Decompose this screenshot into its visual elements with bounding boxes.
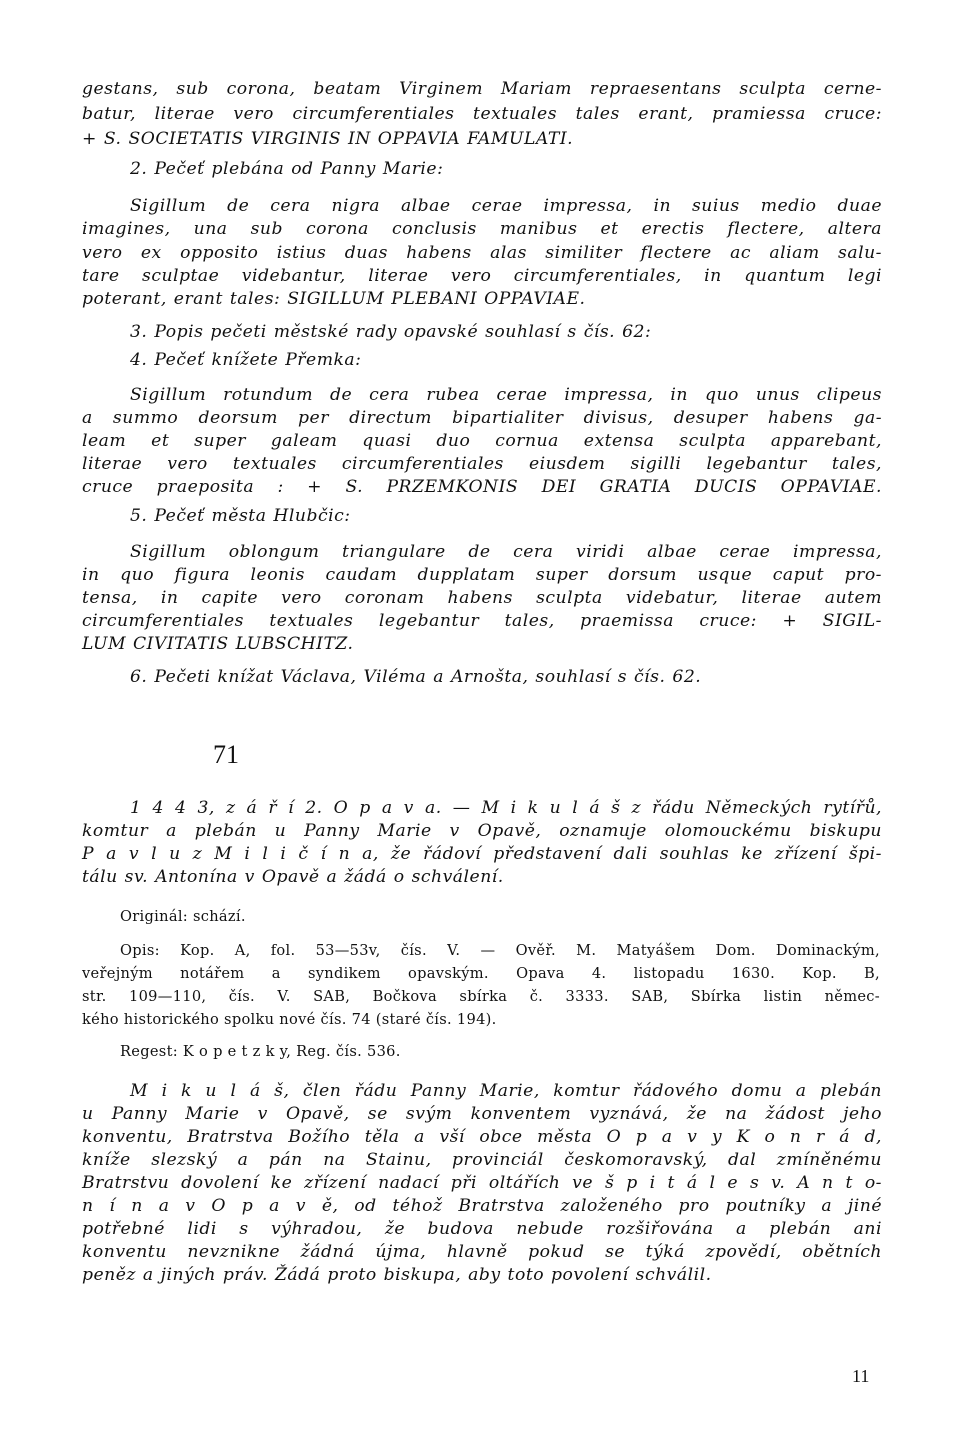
item-heading: 5. Pečeť města Hlubčic:: [130, 506, 351, 526]
document-number: 71: [213, 740, 239, 769]
copy-note-line: kého historického spolku nové čís. 74 (staré čís. 194).: [82, 1011, 497, 1028]
body-line: peněz a jiných práv. Žádá proto biskupa, aby toto povolení schválil.: [82, 1265, 712, 1285]
copy-note-line: veřejným notářem a syndikem opavským. Opava 4. listopadu 1630. Kop. B,: [82, 965, 880, 982]
text-line: gestans, sub corona, beatam Virginem Mariam repraesentans sculpta cerne-: [82, 79, 882, 99]
text-line: Sigillum de cera nigra albae cerae impressa, in suius medio duae: [130, 196, 882, 216]
body-line: Bratrstvu dovolení ke zřízení nadací při oltářích ve š p i t á l e s v. A n t o-: [82, 1173, 882, 1193]
text-line: imagines, una sub corona conclusis manibus et erectis flectere, altera: [82, 219, 882, 239]
text-line: literae vero textuales circumferentiales eiusdem sigilli legebantur tales,: [82, 454, 882, 474]
text-line: Sigillum oblongum triangulare de cera viridi albae cerae impressa,: [130, 542, 882, 562]
body-line: u Panny Marie v Opavě, se svým konventem vyznává, že na žádost jeho: [82, 1104, 882, 1124]
text-line: batur, literae vero circumferentiales textuales tales erant, pramiessa cruce:: [82, 104, 882, 124]
abstract-line: P a v l u z M i l i č í n a, že řádoví představení dali souhlas ke zřízení špi-: [82, 844, 882, 864]
regest-note: Regest: K o p e t z k y, Reg. čís. 536.: [120, 1043, 401, 1060]
copy-note-line: Opis: Kop. A, fol. 53—53v, čís. V. — Ověř. M. Matyášem Dom. Dominackým,: [120, 942, 880, 959]
body-line: konventu, Bratrstva Božího těla a vší obce města O p a v y K o n r á d,: [82, 1127, 882, 1147]
body-line: n í n a v O p a v ě, od téhož Bratrstva založeného pro poutníky a jiné: [82, 1196, 882, 1216]
body-line: M i k u l á š, člen řádu Panny Marie, komtur řádového domu a plebán: [130, 1081, 882, 1101]
text-line: cruce praeposita : + S. PRZEMKONIS DEI GRATIA DUCIS OPPAVIAE.: [82, 477, 882, 497]
abstract-line: tálu sv. Antonína v Opavě a žádá o schválení.: [82, 867, 504, 887]
body-line: kníže slezský a pán na Stainu, provinciál českomoravský, dal zmíněnému: [82, 1150, 882, 1170]
body-line: konventu nevznikne žádná újma, hlavně pokud se týká zpovědí, obětních: [82, 1242, 882, 1262]
text-line: tare sculptae videbantur, literae vero circumferentiales, in quantum legi: [82, 266, 882, 286]
abstract-line: komtur a plebán u Panny Marie v Opavě, oznamuje olomouckému biskupu: [82, 821, 882, 841]
text-line: a summo deorsum per directum bipartialiter divisus, desuper habens ga-: [82, 408, 882, 428]
text-line: + S. SOCIETATIS VIRGINIS IN OPPAVIA FAMULATI.: [82, 129, 574, 149]
text-line: Sigillum rotundum de cera rubea cerae impressa, in quo unus clipeus: [130, 385, 882, 405]
text-line: circumferentiales textuales legebantur tales, praemissa cruce: + SIGIL-: [82, 611, 882, 631]
item-heading: 2. Pečeť plebána od Panny Marie:: [130, 159, 444, 179]
item-heading: 4. Pečeť knížete Přemka:: [130, 350, 362, 370]
text-line: tensa, in capite vero coronam habens sculpta videbatur, literae autem: [82, 588, 882, 608]
item-heading: 6. Pečeti knížat Václava, Viléma a Arnošta, souhlasí s čís. 62.: [130, 667, 702, 687]
abstract-line: 1 4 4 3, z á ř í 2. O p a v a. — M i k u l á š z řádu Německých rytířů,: [130, 798, 882, 818]
page-number: 11: [852, 1366, 870, 1386]
text-line: in quo figura leonis caudam dupplatam super dorsum usque caput pro-: [82, 565, 882, 585]
text-line: poterant, erant tales: SIGILLUM PLEBANI OPPAVIAE.: [82, 289, 586, 309]
text-line: leam et super galeam quasi duo cornua extensa sculpta apparebant,: [82, 431, 882, 451]
original-note: Originál: schází.: [120, 908, 246, 925]
text-line: vero ex opposito istius duas habens alas similiter flectere ac aliam salu-: [82, 243, 882, 263]
body-line: potřebné lidi s výhradou, že budova nebude rozšiřována a plebán ani: [82, 1219, 882, 1239]
copy-note-line: str. 109—110, čís. V. SAB, Bočkova sbírka č. 3333. SAB, Sbírka listin němec-: [82, 988, 880, 1005]
item-heading: 3. Popis pečeti městské rady opavské souhlasí s čís. 62:: [130, 322, 652, 342]
text-line: LUM CIVITATIS LUBSCHITZ.: [82, 634, 354, 654]
